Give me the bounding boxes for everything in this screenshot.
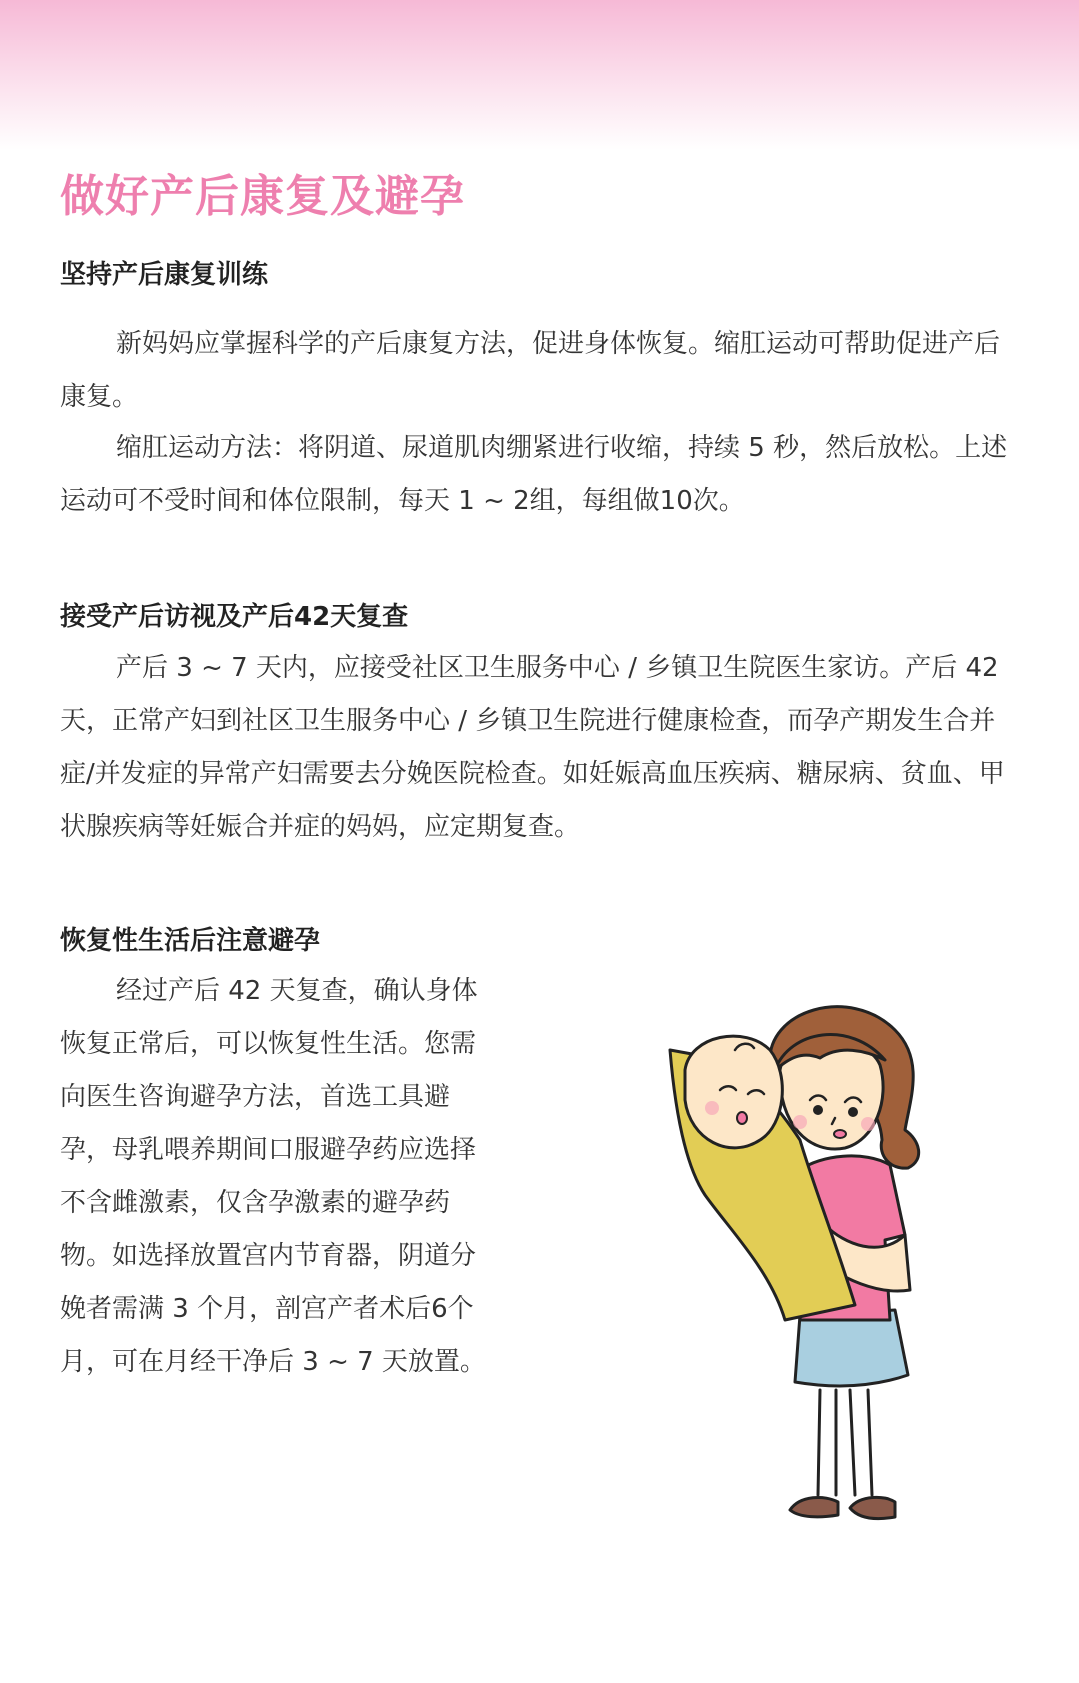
paragraph-rehab-intro: 新妈妈应掌握科学的产后康复方法，促进身体恢复。缩肛运动可帮助促进产后康复。: [60, 329, 1001, 412]
paragraph-kegel-method: 缩肛运动方法：将阴道、尿道肌肉绷紧进行收缩，持续 5 秒，然后放松。上述运动可不受时间和体位限制，每天 1 ~ 2组，每组做10次。: [60, 433, 1008, 516]
header-gradient-band: [0, 0, 1079, 150]
section-heading-contraception: 恢复性生活后注意避孕: [60, 926, 321, 956]
section-heading-rehab: 坚持产后康复训练: [60, 260, 269, 290]
page-title: 做好产后康复及避孕: [60, 171, 465, 222]
mother-holding-baby-illustration: [650, 990, 960, 1550]
paragraph-contraception: 经过产后 42 天复查，确认身体恢复正常后，可以恢复性生活。您需向医生咨询避孕方法，首选工具避孕，母乳喂养期间口服避孕药应选择不含雌激素，仅含孕激素的避孕药物。如选择放置宫内节育器，阴道分娩者需满 3 个月，剖宫产者术后6个月，可在月经干净后 3 ~ 7 天放置。: [60, 976, 486, 1377]
section-heading-checkup: 接受产后访视及产后42天复查: [60, 602, 409, 632]
paragraph-checkup: 产后 3 ~ 7 天内，应接受社区卫生服务中心 / 乡镇卫生院医生家访。产后 42 天，正常产妇到社区卫生服务中心 / 乡镇卫生院进行健康检查，而孕产期发生合并症/并发症的异常产妇需要去分娩医院检查。如妊娠高血压疾病、糖尿病、贫血、甲状腺疾病等妊娠合并症的妈妈，应定期复查。: [60, 653, 1005, 842]
